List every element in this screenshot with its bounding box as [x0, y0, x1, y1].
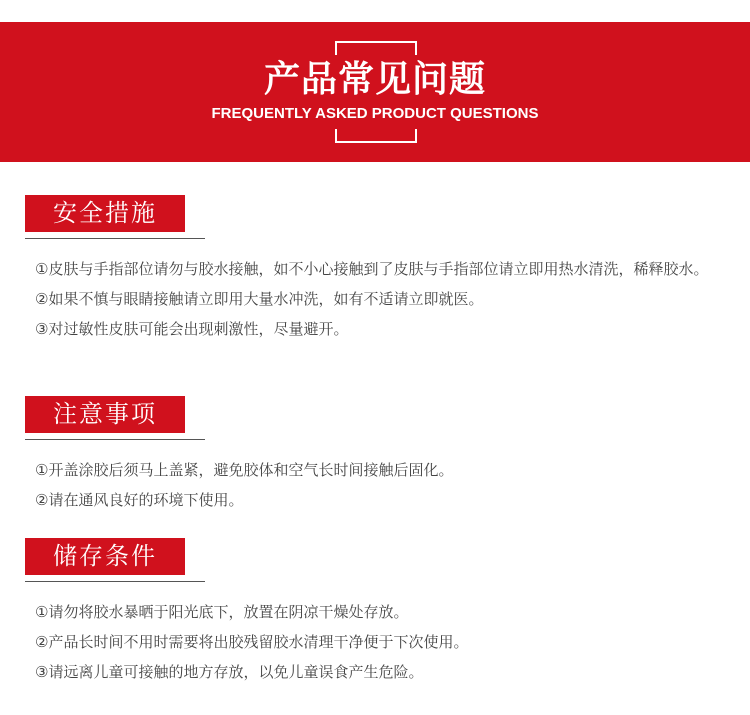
list-item: ③对过敏性皮肤可能会出现刺激性，尽量避开。	[35, 320, 349, 338]
list-item: ②产品长时间不用时需要将出胶残留胶水清理干净便于下次使用。	[35, 633, 469, 651]
section-divider	[25, 238, 205, 239]
list-item: ①开盖涂胶后须马上盖紧，避免胶体和空气长时间接触后固化。	[35, 461, 454, 479]
section-title-precautions: 注意事项	[25, 396, 185, 433]
section-divider	[25, 439, 205, 440]
page-subtitle: FREQUENTLY ASKED PRODUCT QUESTIONS	[211, 105, 539, 122]
section-title-safety: 安全措施	[25, 195, 185, 232]
section-body-precautions	[35, 455, 725, 515]
section-body-storage	[35, 597, 725, 687]
list-item: ①请勿将胶水暴晒于阳光底下，放置在阴凉干燥处存放。	[35, 603, 409, 621]
bracket-top-decoration	[335, 41, 417, 55]
bracket-bottom-decoration	[335, 129, 417, 143]
section-header-storage	[25, 538, 205, 583]
section-header-precautions	[25, 396, 205, 441]
section-header-safety	[25, 195, 205, 240]
list-item: ①皮肤与手指部位请勿与胶水接触，如不小心接触到了皮肤与手指部位请立即用热水清洗，稀释胶水。	[35, 260, 709, 278]
section-body-safety	[35, 254, 725, 344]
section-title-storage: 储存条件	[25, 538, 185, 575]
list-item: ③请远离儿童可接触的地方存放，以免儿童误食产生危险。	[35, 663, 424, 681]
section-divider	[25, 581, 205, 582]
header-banner	[0, 22, 750, 162]
page-title: 产品常见问题	[263, 59, 486, 100]
list-item: ②如果不慎与眼睛接触请立即用大量水冲洗，如有不适请立即就医。	[35, 290, 484, 308]
list-item: ②请在通风良好的环境下使用。	[35, 491, 244, 509]
